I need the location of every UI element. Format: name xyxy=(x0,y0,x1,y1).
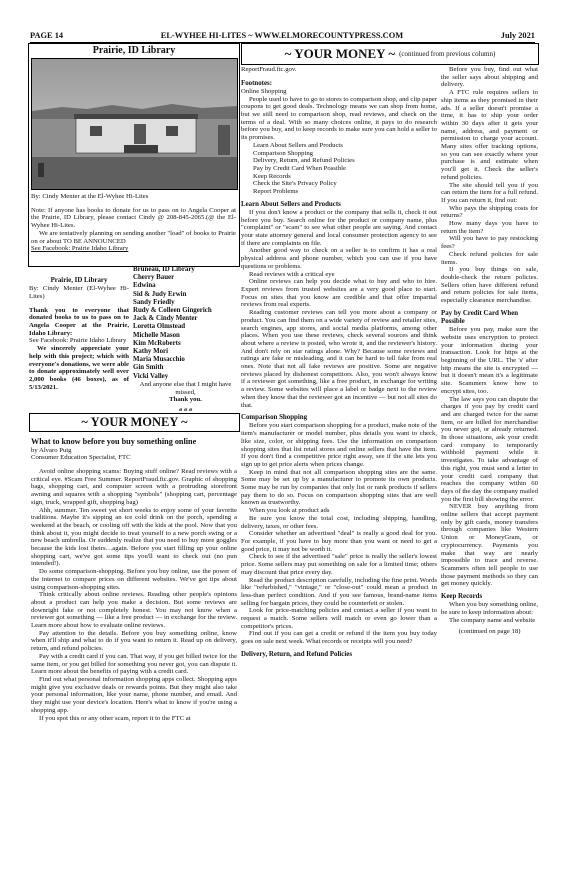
toc-item[interactable]: Comparison Shopping xyxy=(253,149,314,157)
library-photo xyxy=(31,58,238,190)
comp-paragraph: Find out if you can get a credit or refund if the item you buy today goes on sale next week. What records or receipts will you need? xyxy=(241,630,437,646)
donor-name: Gin Smith xyxy=(133,364,164,372)
names-title: Bruneau, ID Library xyxy=(133,266,195,273)
learn-heading: Learn About Sellers and Products xyxy=(241,200,341,208)
comp-paragraph: Read the product description carefully, including the fine print. Words like "refurbished," "vintage," or "close-out" could mean a product in less-than perfect condition. And if you see famous, brand-name items selling for bargain prices, they could be counterfeit or stolen. xyxy=(241,576,437,607)
footnotes-heading: Footnotes: xyxy=(241,79,273,87)
credit-paragraph: The law says you can dispute the charges if you pay by credit card and are charged twice for the same item, or are billed for merchandise you never got, or already returned. In those situations, ask your credit card company to temporarily withhold payment while it investigates. To take advantage of this right, you must send a letter to your credit card company that reaches the company within 60 days of the day the company mailed you the first bill showing the error. xyxy=(441,395,538,503)
delivery-paragraph: Before you buy, find out what the seller says about shipping and delivery. xyxy=(441,66,538,89)
article-author: by Alvaro Puig xyxy=(31,446,72,454)
comp-paragraph: Look for price-matching policies and contact a seller if you want to request a match. Some sellers will match or even go lower than a competitor's prices. xyxy=(241,607,437,630)
credit-paragraph: Before you pay, make sure the website uses encryption to protect your information during your transaction. Look for https at the beginning of the URL. The 's' after http means the site is encrypted — but it doesn't mean it's a legitimate site. Scammers know how to encrypt sites, too. xyxy=(441,326,538,395)
learn-paragraph: Read reviews with a critical eye xyxy=(249,270,335,278)
comp-paragraph: Check to see if the advertised "sale" price is really the seller's lowest price. Some sellers may put something on sale for a limited time; others may discount that price every day. xyxy=(241,553,437,576)
donor-names xyxy=(133,274,238,381)
thanks-p1: Thank you to everyone that donated books to us to pass on to Angela Cooper at the Prairie, Idaho Library: xyxy=(29,306,129,337)
thanks-thankyou: Thank you. xyxy=(169,396,202,404)
donor-name: Sid & Judy Erwin xyxy=(133,290,187,298)
article-paragraph: Do some comparison-shopping. Before you buy online, use the power of the internet to compare prices on different websites. We've got tips about using comparison-shopping sites. xyxy=(31,568,237,591)
your-money-title: ~ YOUR MONEY ~ xyxy=(284,46,396,61)
delivery-paragraph: The site should tell you if you can return the item for a full refund. If you can return it, find out: xyxy=(441,181,538,204)
report-link: ReportFraud.ftc.gov. xyxy=(241,66,297,73)
delivery-paragraph: If you buy things on sale, double-check the return policies. Sellers often have different refund and return policies for sale items, especially clearance merchandise. xyxy=(441,266,538,305)
paper-name: EL-WYHEE HI-LITES ~ WWW.ELMORECOUNTYPRESS.COM xyxy=(160,30,404,40)
keep-paragraph: When you buy something online, be sure to keep information about: xyxy=(441,601,538,617)
donor-name: Jack & Cindy Menter xyxy=(133,315,198,323)
donor-name: Michelle Mason xyxy=(133,331,180,339)
your-money-banner xyxy=(241,43,539,65)
footnotes-paragraph: People used to have to go to stores to comparison shop, and clip paper coupons to get good deals. Technology means we can shop from home, but we still need to comparison shop, read reviews, and check on the terms of a deal. With so many choices online, it pays to do research before you buy, and to keep records to make sure you can hold a seller to its promises. xyxy=(241,95,437,142)
credit-paragraph: NEVER buy anything from online sellers that accept payment only by gift cards, money transfers through companies like Western Union or MoneyGram, or cryptocurrency. Payments you make that way are nearly impossible to trace and reverse. Scammers often tell people to use those payment methods so they can get money quickly. xyxy=(441,503,538,588)
footnotes-sub: Online Shopping xyxy=(241,87,287,95)
article-paragraph: Think critically about online reviews. Reading other people's opinions about a product can help you make a decision. But some reviews are downright fake or not completely honest. You may not know when a reviewer got something — like a free product — in exchange for the review. Learn more about how to evaluate online reviews. xyxy=(31,591,237,630)
donor-name: Cherry Bauer xyxy=(133,274,175,282)
donor-name: Edwina xyxy=(133,282,156,290)
delivery-heading: Delivery, Return, and Refund Policies xyxy=(241,650,353,658)
toc-item[interactable]: Learn About Sellers and Products xyxy=(253,141,343,149)
article-paragraph: Pay with a credit card if you can. That way, if you get billed twice for the same item, or you get billed for something you never got, you can dispute it. Learn more about the benefits of paying with a credit card. xyxy=(31,652,237,676)
article-author-role: Consumer Education Specialist, FTC xyxy=(31,454,131,462)
library-title: Prairie, ID Library xyxy=(92,45,176,56)
toc-item[interactable]: Pay by Credit Card When Possible xyxy=(253,164,346,172)
library-facebook-link[interactable]: See Facebook: Prairie Idaho Library xyxy=(31,245,129,253)
donor-name: Maria Musacchio xyxy=(133,356,185,364)
thanks-closing: And anyone else that I might have missed, xyxy=(139,380,232,396)
toc-list xyxy=(241,142,437,196)
library-note: Note: If anyone has books to donate for us to pass on to Angela Cooper at the Prairie, ID Library, please contact Cindy @ 208-845-2065.(@ the El-Wyhee Hi-Lites. xyxy=(31,206,236,230)
comp-heading: Comparison Shopping xyxy=(241,414,308,422)
article-column-1 xyxy=(31,437,237,842)
toc-item[interactable]: Keep Records xyxy=(253,172,291,180)
comp-paragraph: Consider whether an advertised "deal" is really a good deal for you. For example, if you have to buy more than you want or need to get a good price, it may not be worth it. xyxy=(241,530,437,553)
comp-paragraph: When you look at product ads xyxy=(249,507,330,515)
thanks-title: Prairie, ID Library xyxy=(50,277,108,284)
page-number: PAGE 14 xyxy=(30,30,64,40)
thanks-p3: We sincerely appreciate your help with this project; which with everyone's donations, we were able to donate approximately well over 2,000 books (46 boxes), as of 5/13/2021. xyxy=(29,345,129,391)
learn-paragraph: If you don't know a product or the company that sells it, check it out before you buy. Search online for the product or company name, plus "complaint" or "scam" to see what other people are saying. And contact your state attorney general and local consumer protection agency to see if there are complaints on file. xyxy=(241,208,437,247)
library-byline: By: Cindy Menter at the El-Wyhee Hi-Lites xyxy=(31,193,149,200)
donor-name: Loretta Olmstead xyxy=(133,323,186,331)
delivery-paragraph: Will you have to pay restocking fees? xyxy=(441,235,538,251)
article-paragraph: Avoid online shopping scams: Buying stuff online? Read reviews with a critical eye. #Scam Free Summer. ReportFraud.ftc.gov. Graphic of shopping bags, shopping cart, and computer screen with a protruding storefront awning and squares with a shopping "symbols" (shopping cart, percentage sign, truck, wrapped gift, shopping bag) xyxy=(31,468,237,506)
page-header xyxy=(30,28,535,43)
thanks-byline: By: Cindy Menter (El-Wyhee Hi-Lites) xyxy=(29,285,129,300)
thanks-facebook: See Facebook: Prairie Idaho Library xyxy=(29,337,127,345)
donor-name: Sandy Friedly xyxy=(133,298,175,306)
comp-paragraph: Before you start comparison shopping for a product, make note of the item's manufacturer or model number, plus details you want to check, like size, color, or shipping fees. Use the information on comparison shopping sites that list retail stores and online sellers that have the item. If you don't find a competitive price right away, see if the site lets you sign up to get price alerts when prices change. xyxy=(241,422,437,468)
donor-name: Kathy Mori xyxy=(133,348,169,356)
delivery-paragraph: Who pays the shipping costs for returns? xyxy=(441,204,538,220)
your-money-banner-small: ~ YOUR MONEY ~ xyxy=(29,413,240,432)
delivery-paragraph: A FTC rule requires sellers to ship items as they promised in their ads. If a seller doesn't promise a time, it has to ship your order within 30 days after it gets your name, address, and payment or permission to charge your account. Many sites offer tracking options, so you can see exactly where your purchase is and estimate when you'll get it. Check the seller's refund policies. xyxy=(441,89,538,181)
continued-note: (continued on page 18) xyxy=(458,628,521,636)
credit-heading: Pay by Credit Card When Possible xyxy=(441,309,519,325)
donor-name: Vicki Valley xyxy=(133,372,169,380)
toc-item[interactable]: Report Problems xyxy=(253,188,299,196)
article-paragraph: Find out what personal information shopping apps collect. Shopping apps might give you exclusive deals or rewards points. But they might also take your personal information, like your name, phone number, and email. And they might use your device's location. Here's what to know if you're using a shopping app. xyxy=(31,675,237,714)
article-column-2 xyxy=(241,66,437,852)
article-column-3 xyxy=(441,66,538,852)
comp-paragraph: Keep in mind that not all comparison shopping sites are the same. Some may be set up by a manufacturer to promote its own products. Some may be run by companies that only list or rank products if sellers pay them to do so. Focus on comparison shopping sites that are well known as trustworthy. xyxy=(241,468,437,507)
donor-name: Kim McRoberts xyxy=(133,339,181,347)
article-headline: What to know before you buy something online xyxy=(31,437,197,446)
toc-item[interactable]: Check the Site's Privacy Policy xyxy=(253,180,337,188)
issue-date: July 2021 xyxy=(500,30,535,40)
keep-heading: Keep Records xyxy=(441,593,483,601)
learn-paragraph: Online reviews can help you decide what to buy and who to hire. Expert reviews from trusted websites are a very good place to start. Focus on sites that you know are credible and that offer impartial reviews from real experts. xyxy=(241,278,437,309)
library-note-2: We are tentatively planning on sending another "load" of books to Prairie on or about TO BE ANNOUNCED xyxy=(31,229,236,245)
keep-paragraph: The company name and website xyxy=(449,616,536,624)
learn-paragraph: Reading customer reviews can tell you more about a company or product. You can find them on a wide variety of review and retailer sites, search engines, app stores, and social media platforms, among other places. When you use these reviews, check several sources and think about where a review is posted, who wrote it, and the reviewer's history. And don't rely on star ratings alone. Why? Because some reviews and ratings are fake or misleading, and it can be hard to tell fake from real ones. Note that not all fake reviews are positive. Some are negative reviews placed by dishonest competitors. Also, you won't always know if a reviewer got something, like a free product, in exchange for writing a review. Some websites will place a label or badge next to the review when they know that the reviewer got an incentive — but not all sites do that. xyxy=(241,309,437,409)
toc-item[interactable]: Delivery, Return, and Refund Policies xyxy=(253,157,355,165)
article-paragraph: Pay attention to the details. Before you buy something online, know when it'll ship and what to do if you want to return it. Read up on delivery, return, and refund policies. xyxy=(31,629,237,653)
delivery-paragraph: Check refund policies for sale items. xyxy=(441,250,538,266)
article-paragraph: If you spot this or any other scam, report it to the FTC at xyxy=(39,714,191,722)
library-building-image xyxy=(32,59,237,189)
your-money-continued: (continued from previous column) xyxy=(399,50,496,58)
article-paragraph: Ahh, summer. Ten sweet yet short weeks to enjoy some of your favorite traditions. Maybe it's sipping an ice cold drink on the porch, spending a weekend at the beach, or cooling off with the kids at the pool. Now that you think about it, you might decide to treat yourself to a new porch swing or a new beach umbrella. Or suddenly realize that you need to buy more goggles because the kids lost theirs…again. Before you start filling up your online shopping cart, we've got some tips you'll want to check out (no pun intended!). xyxy=(31,506,237,568)
comp-paragraph: Be sure you know the total cost, including shipping, handling, delivery, taxes, or other fees. xyxy=(241,514,437,530)
learn-paragraph: Another good way to check on a seller is to confirm it has a real physical address and phone number, which you can use if you have questions or problems. xyxy=(241,247,437,270)
delivery-paragraph: How many days you have to return the item? xyxy=(441,220,538,235)
library-text xyxy=(31,193,236,263)
donor-name: Rudy & Colleen Gingerich xyxy=(133,307,212,315)
thanks-marks: # # # xyxy=(178,406,193,411)
thanks-right xyxy=(133,266,238,411)
thanks-left xyxy=(29,277,129,412)
